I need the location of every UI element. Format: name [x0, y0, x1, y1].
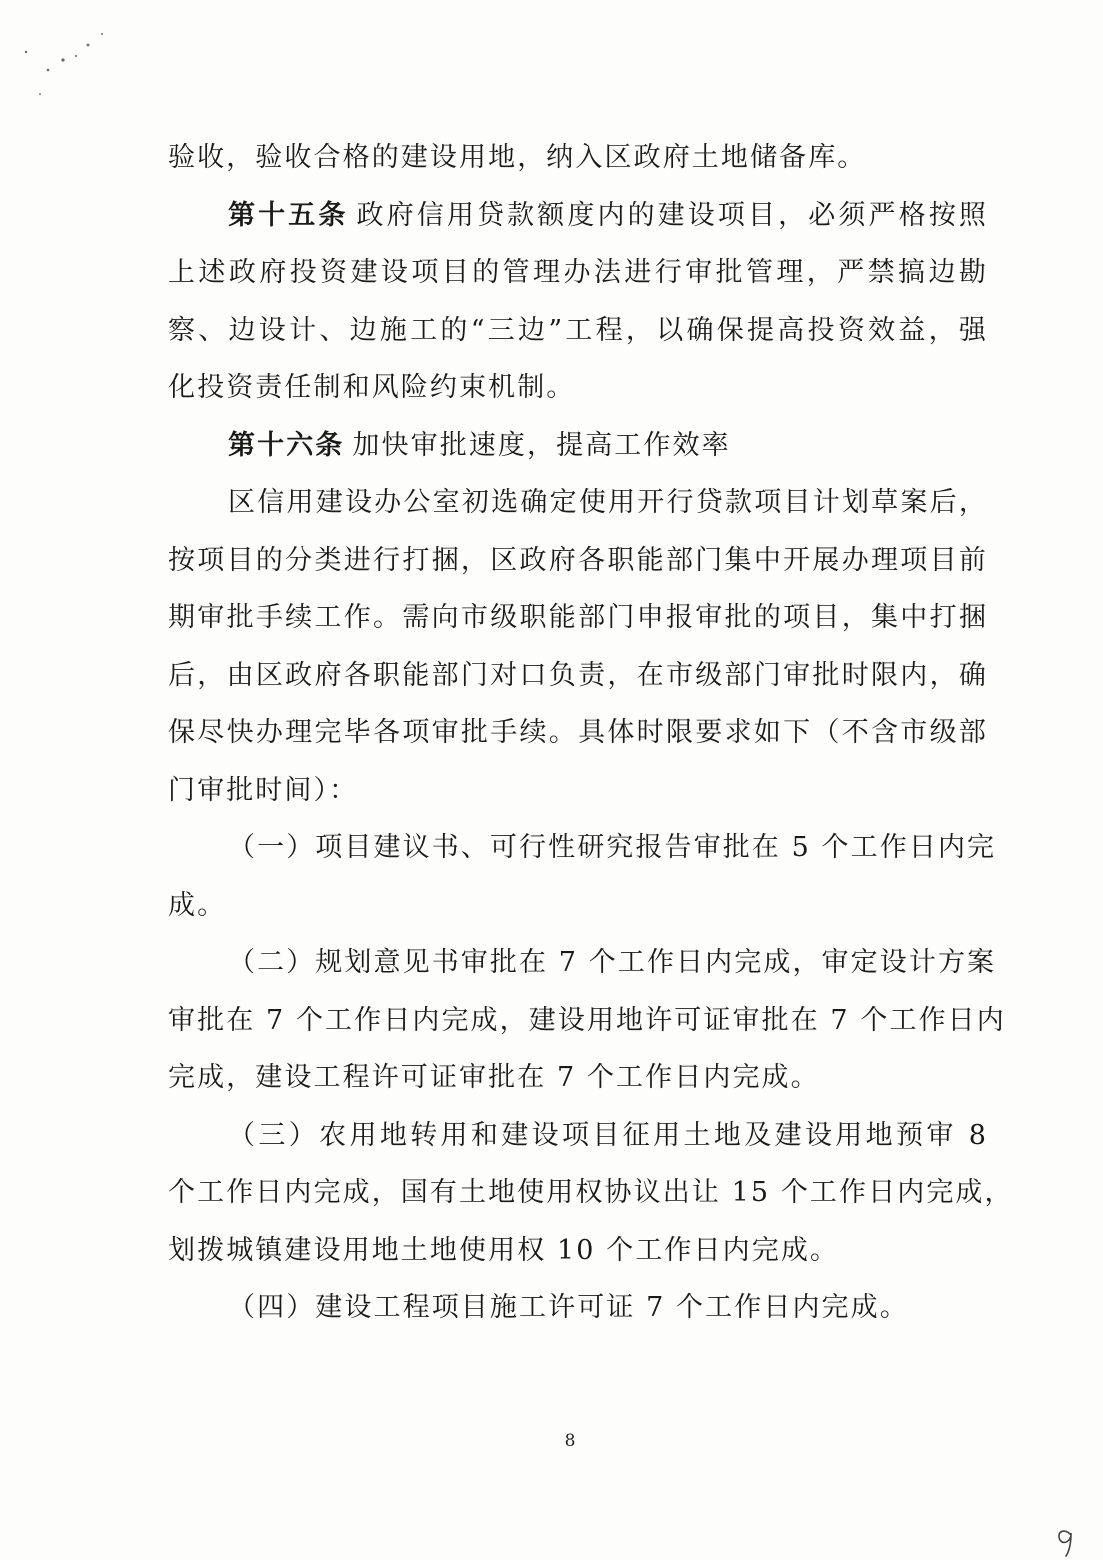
- text-line-12: 门审批时间）：: [168, 775, 359, 806]
- text-line-1: 验收，验收合格的建设用地，纳入区政府土地储备库。: [168, 142, 867, 173]
- page-number: 8: [564, 1431, 576, 1451]
- handwritten-page-mark: [1040, 1520, 1090, 1560]
- text-line-8: 按项目的分类进行打捆，区政府各职能部门集中开展办理项目前: [168, 545, 988, 576]
- text-line-7: 区信用建设办公室初选确定使用开行贷款项目计划草案后，: [228, 487, 988, 518]
- article-16-heading: 第十六条: [228, 430, 345, 461]
- scan-specks: [18, 30, 118, 100]
- article-15-heading: 第十五条: [228, 200, 349, 231]
- text-line-4: 察、边设计、边施工的“三边”工程，以确保提高投资效益，强: [168, 315, 988, 346]
- item-3-line-1: （三）农用地转用和建设项目征用土地及建设用地预审 8: [228, 1120, 988, 1151]
- item-2-line-1: （二）规划意见书审批在 7 个工作日内完成，审定设计方案: [228, 947, 997, 978]
- article-15-text: 政府信用贷款额度内的建设项目，必须严格按照: [356, 200, 988, 231]
- text-line-3: 上述政府投资建设项目的管理办法进行审批管理，严禁搞边勘: [168, 257, 988, 288]
- item-3-line-2: 个工作日内完成，国有土地使用权协议出让 15 个工作日内完成，: [168, 1177, 1014, 1208]
- article-16-line-1: [228, 426, 988, 466]
- item-1-line-2: 成。: [168, 890, 227, 921]
- item-3-line-3: 划拨城镇建设用地土地使用权 10 个工作日内完成。: [168, 1235, 840, 1266]
- item-1-line-1: （一）项目建议书、可行性研究报告审批在 5 个工作日内完: [228, 832, 997, 863]
- article-15-line-1: [228, 196, 988, 236]
- item-4-line-1: （四）建设工程项目施工许可证 7 个工作日内完成。: [228, 1292, 909, 1323]
- text-line-5: 化投资责任制和风险约束机制。: [168, 372, 576, 403]
- text-line-9: 期审批手续工作。需向市级职能部门申报审批的项目，集中打捆: [168, 602, 988, 633]
- text-line-10: 后，由区政府各职能部门对口负责，在市级部门审批时限内，确: [168, 660, 988, 691]
- item-2-line-2: 审批在 7 个工作日内完成，建设用地许可证审批在 7 个工作日内: [168, 1005, 1006, 1036]
- text-line-11: 保尽快办理完毕各项审批手续。具体时限要求如下（不含市级部: [168, 717, 988, 748]
- item-2-line-3: 完成，建设工程许可证审批在 7 个工作日内完成。: [168, 1062, 820, 1093]
- article-16-text: 加快审批速度，提高工作效率: [352, 430, 731, 461]
